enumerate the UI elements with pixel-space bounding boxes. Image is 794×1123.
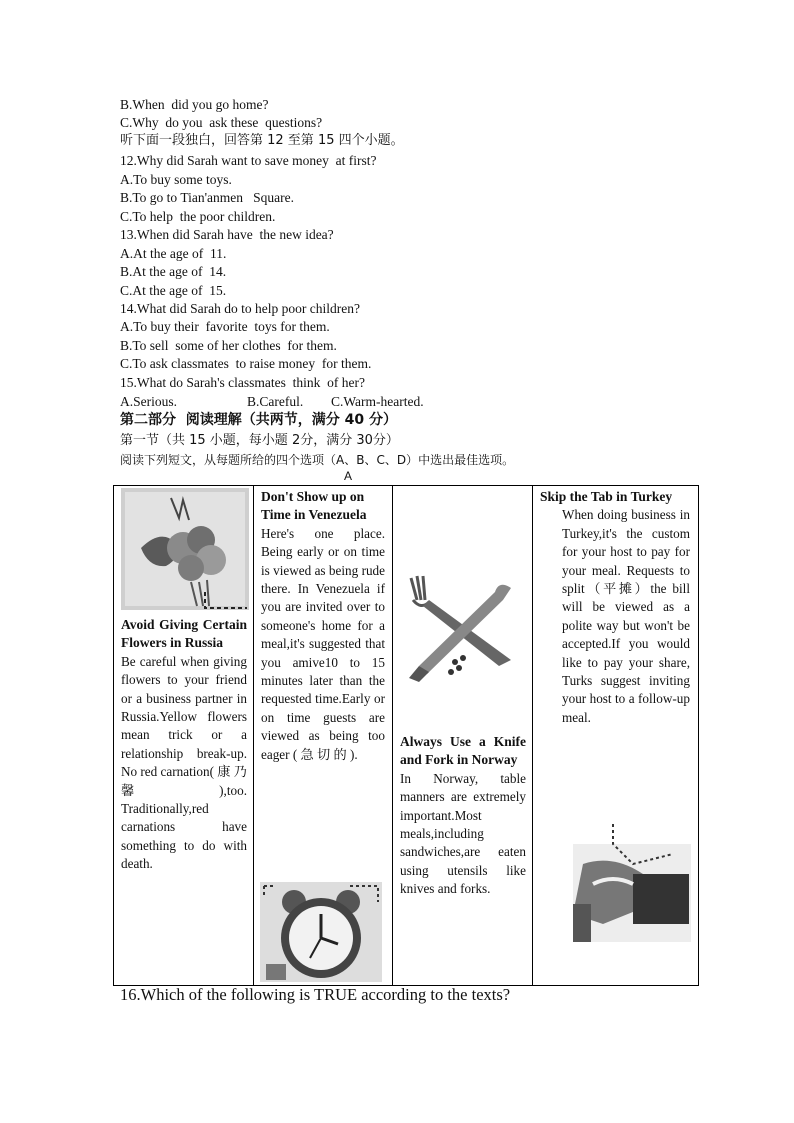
option-line: C.Why do you ask these questions?: [120, 115, 323, 130]
q15-option-c: C.Warm-hearted.: [331, 394, 424, 409]
reading-instruction: 阅读下列短文，从每题所给的四个选项（A、B、C、D）中选出最佳选项。: [120, 453, 515, 467]
question-line: 12.Why did Sarah want to save money at first?: [120, 153, 377, 168]
option-line: B.When did you go home?: [120, 97, 269, 112]
card-body: Here's one place. Being early or on time is viewed as being rude there. In Venezuela if you are invited over to someone's home for a meal,it's suggested that you amive10 to 15 minutes later than the requested time.Early or on time guests are viewed as being too eager ( 急 切 的 ).: [261, 525, 385, 762]
card-venezuela: [254, 486, 393, 986]
question-line: 14.What did Sarah do to help poor children?: [120, 301, 360, 316]
flowers-image: [121, 488, 247, 610]
card-title: Avoid Giving Certain Flowers in Russia: [121, 617, 247, 651]
knife-fork-image: [399, 570, 523, 690]
card-title: Always Use a Knife and Fork in Norway: [400, 734, 526, 768]
option-line: B.To go to Tian'anmen Square.: [120, 190, 294, 205]
paying-bill-image: [573, 824, 691, 942]
alarm-clock-image: [260, 882, 382, 982]
option-line: C.To help the poor children.: [120, 209, 276, 224]
option-line: A.To buy their favorite toys for them.: [120, 319, 330, 334]
option-line: B.At the age of 14.: [120, 264, 227, 279]
card-turkey: [533, 486, 699, 986]
card-body: When doing business in Turkey,it's the custom for your host to pay for your meal. Requests to split（平摊）the bill will be viewed as a polite way but won't be accepted.If you would like to pay your share, Turks suggest inviting your host to a follow-up meal.: [562, 507, 690, 725]
section-title: 第一节（共 15 小题，每小题 2分，满分 30分）: [120, 433, 399, 448]
card-russia: [114, 486, 254, 986]
card-body: Be careful when giving flowers to your friend or a business partner in Russia.Yellow flowers mean trick or a relationship break-up. No red carnation( 康 乃 馨 ),too. Traditionally,red carnations have something to do with death.: [121, 653, 247, 872]
option-line: A.At the age of 11.: [120, 246, 227, 261]
q15-option-b: B.Careful.: [247, 394, 304, 409]
card-title: Skip the Tab in Turkey: [540, 489, 673, 504]
part-title: 第二部分 阅读理解（共两节，满分 40 分）: [120, 412, 397, 428]
option-line: A.To buy some toys.: [120, 172, 232, 187]
q15-option-a: A.Serious.: [120, 394, 177, 409]
reading-table: [113, 485, 699, 986]
question-line: 15.What do Sarah's classmates think of her?: [120, 375, 365, 390]
section-instruction: 听下面一段独白，回答第 12 至第 15 四个小题。: [120, 133, 404, 148]
card-body: In Norway, table manners are extremely important.Most meals,including sandwiches,are eaten using utensils like knives and forks.: [400, 770, 526, 897]
question-16: 16.Which of the following is TRUE according to the texts?: [120, 985, 511, 1004]
card-title: Don't Show up on Time in Venezuela: [261, 489, 367, 523]
passage-label: A: [344, 469, 353, 483]
question-line: 13.When did Sarah have the new idea?: [120, 227, 334, 242]
option-line: C.At the age of 15.: [120, 283, 227, 298]
card-norway: [393, 486, 533, 986]
option-line: B.To sell some of her clothes for them.: [120, 338, 337, 353]
option-line: C.To ask classmates to raise money for them.: [120, 356, 372, 371]
